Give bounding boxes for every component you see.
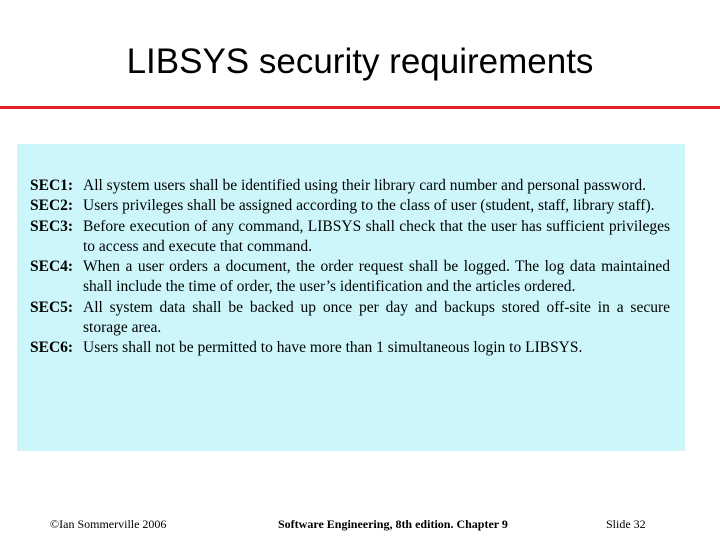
footer-slide-number: Slide 32 <box>606 517 646 531</box>
requirement-text: Users shall not be permitted to have more than 1 simultaneous login to LIBSYS. <box>83 339 583 357</box>
requirement-id: SEC3: <box>30 217 74 235</box>
requirement-text: Before execution of any command, LIBSYS shall check that the user has sufficient privileges to access and execute that command. <box>83 217 670 255</box>
requirement-text: All system data shall be backed up once per day and backups stored off-site in a secure storage area. <box>83 298 670 337</box>
requirement-sec6 <box>30 338 670 358</box>
requirement-id: SEC5: <box>30 298 74 316</box>
requirement-id: SEC4: <box>30 258 74 276</box>
title-divider <box>0 106 720 109</box>
requirement-text: When a user orders a document, the order request shall be logged. The log data maintained shall include the time of order, the user’s identification and the articles ordered. <box>83 258 670 296</box>
footer-copyright: ©Ian Sommerville 2006 <box>50 517 167 531</box>
requirement-sec5 <box>30 298 670 339</box>
slide-title: LIBSYS security requirements <box>126 42 594 81</box>
requirement-sec3 <box>30 217 670 258</box>
footer-course: Software Engineering, 8th edition. Chapter 9 <box>278 517 508 531</box>
requirement-id: SEC6: <box>30 339 74 357</box>
requirement-sec4 <box>30 257 670 298</box>
requirement-sec2 <box>30 196 670 216</box>
requirement-id: SEC2: <box>30 197 74 215</box>
requirement-text: Users privileges shall be assigned according to the class of user (student, staff, library staff). <box>83 197 655 215</box>
requirements-list <box>30 176 670 359</box>
requirement-text: All system users shall be identified using their library card number and personal password. <box>83 177 647 194</box>
requirement-id: SEC1: <box>30 177 74 194</box>
requirement-sec1 <box>30 176 670 196</box>
